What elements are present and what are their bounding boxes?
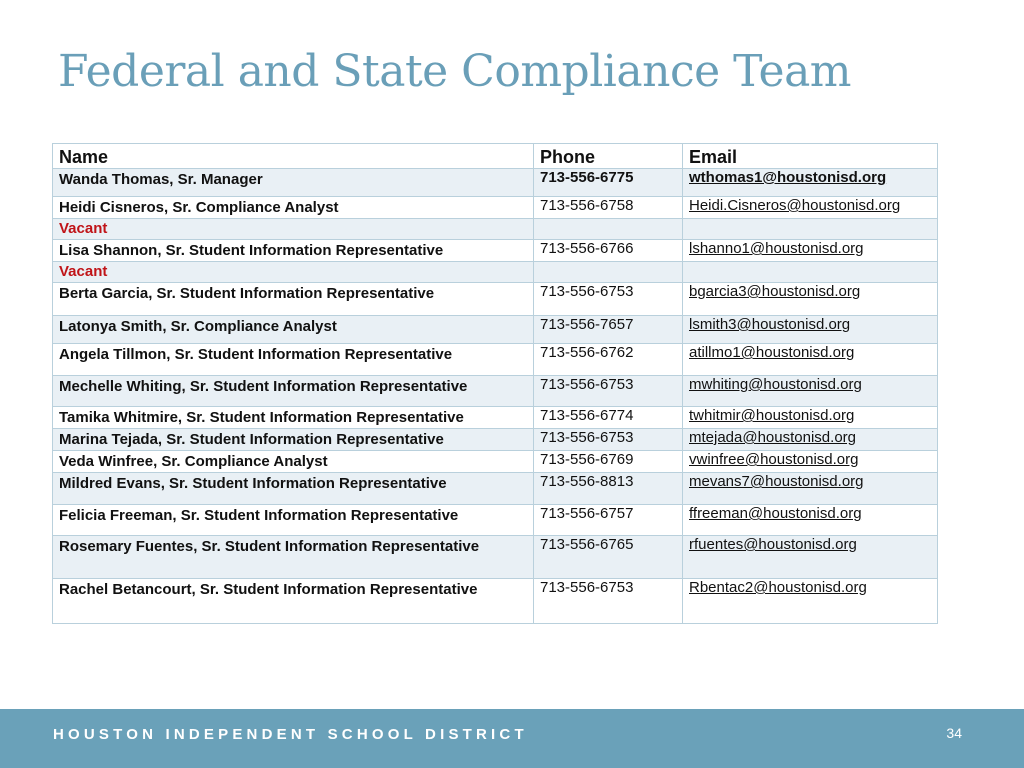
member-email-link[interactable]: vwinfree@houstonisd.org — [683, 451, 938, 473]
member-phone: 713-556-6769 — [534, 451, 683, 473]
member-phone: 713-556-6753 — [534, 376, 683, 407]
member-email-link[interactable]: bgarcia3@houstonisd.org — [683, 283, 938, 316]
member-email-link[interactable]: Heidi.Cisneros@houstonisd.org — [683, 197, 938, 219]
table-row — [53, 505, 938, 536]
member-email-link[interactable]: mwhiting@houstonisd.org — [683, 376, 938, 407]
member-phone: 713-556-6766 — [534, 240, 683, 262]
table-row-vacant — [53, 262, 938, 283]
member-name: Angela Tillmon, Sr. Student Information Representative — [53, 344, 534, 376]
table-row — [53, 240, 938, 262]
member-name-vacant: Vacant — [53, 262, 534, 283]
compliance-team-table — [52, 143, 938, 624]
member-phone: 713-556-6757 — [534, 505, 683, 536]
member-name: Mildred Evans, Sr. Student Information Representative — [53, 473, 534, 505]
header-name: Name — [53, 144, 534, 169]
table-header-row — [53, 144, 938, 169]
member-email-link[interactable]: ffreeman@houstonisd.org — [683, 505, 938, 536]
member-phone: 713-556-6762 — [534, 344, 683, 376]
member-email-link[interactable]: mtejada@houstonisd.org — [683, 429, 938, 451]
table-row — [53, 169, 938, 197]
member-phone: 713-556-6765 — [534, 536, 683, 579]
member-name: Heidi Cisneros, Sr. Compliance Analyst — [53, 197, 534, 219]
member-phone: 713-556-6753 — [534, 579, 683, 624]
table-row-vacant — [53, 219, 938, 240]
member-name: Rachel Betancourt, Sr. Student Information Representative — [53, 579, 534, 624]
member-name: Felicia Freeman, Sr. Student Information Representative — [53, 505, 534, 536]
member-name: Rosemary Fuentes, Sr. Student Information Representative — [53, 536, 534, 579]
member-phone — [534, 262, 683, 283]
member-name: Marina Tejada, Sr. Student Information Representative — [53, 429, 534, 451]
member-email-link[interactable]: mevans7@houstonisd.org — [683, 473, 938, 505]
member-email-link — [683, 219, 938, 240]
member-name: Veda Winfree, Sr. Compliance Analyst — [53, 451, 534, 473]
member-name: Latonya Smith, Sr. Compliance Analyst — [53, 316, 534, 344]
header-phone: Phone — [534, 144, 683, 169]
table-row — [53, 451, 938, 473]
member-name: Lisa Shannon, Sr. Student Information Representative — [53, 240, 534, 262]
table-row — [53, 283, 938, 316]
member-email-link[interactable]: rfuentes@houstonisd.org — [683, 536, 938, 579]
member-name: Berta Garcia, Sr. Student Information Representative — [53, 283, 534, 316]
member-phone: 713-556-6753 — [534, 283, 683, 316]
member-name: Tamika Whitmire, Sr. Student Information Representative — [53, 407, 534, 429]
footer-org-name: HOUSTON INDEPENDENT SCHOOL DISTRICT — [53, 726, 528, 743]
member-phone: 713-556-6753 — [534, 429, 683, 451]
member-phone: 713-556-7657 — [534, 316, 683, 344]
slide-title: Federal and State Compliance Team — [58, 46, 852, 97]
page-number: 34 — [946, 725, 962, 741]
member-email-link[interactable]: Rbentac2@houstonisd.org — [683, 579, 938, 624]
header-email: Email — [683, 144, 938, 169]
table-row — [53, 579, 938, 624]
member-phone — [534, 219, 683, 240]
table-row — [53, 407, 938, 429]
footer-band — [0, 709, 1024, 768]
member-email-link[interactable]: lsmith3@houstonisd.org — [683, 316, 938, 344]
member-name: Wanda Thomas, Sr. Manager — [53, 169, 534, 197]
member-name-vacant: Vacant — [53, 219, 534, 240]
table-row — [53, 429, 938, 451]
member-phone: 713-556-6774 — [534, 407, 683, 429]
table-row — [53, 344, 938, 376]
member-email-link[interactable]: atillmo1@houstonisd.org — [683, 344, 938, 376]
member-name: Mechelle Whiting, Sr. Student Information Representative — [53, 376, 534, 407]
member-phone: 713-556-8813 — [534, 473, 683, 505]
table-row — [53, 376, 938, 407]
table-row — [53, 473, 938, 505]
table-row — [53, 316, 938, 344]
member-email-link[interactable]: wthomas1@houstonisd.org — [683, 169, 938, 197]
table-row — [53, 197, 938, 219]
member-phone: 713-556-6758 — [534, 197, 683, 219]
member-email-link[interactable]: twhitmir@houstonisd.org — [683, 407, 938, 429]
member-phone: 713-556-6775 — [534, 169, 683, 197]
table-row — [53, 536, 938, 579]
member-email-link — [683, 262, 938, 283]
member-email-link[interactable]: lshanno1@houstonisd.org — [683, 240, 938, 262]
